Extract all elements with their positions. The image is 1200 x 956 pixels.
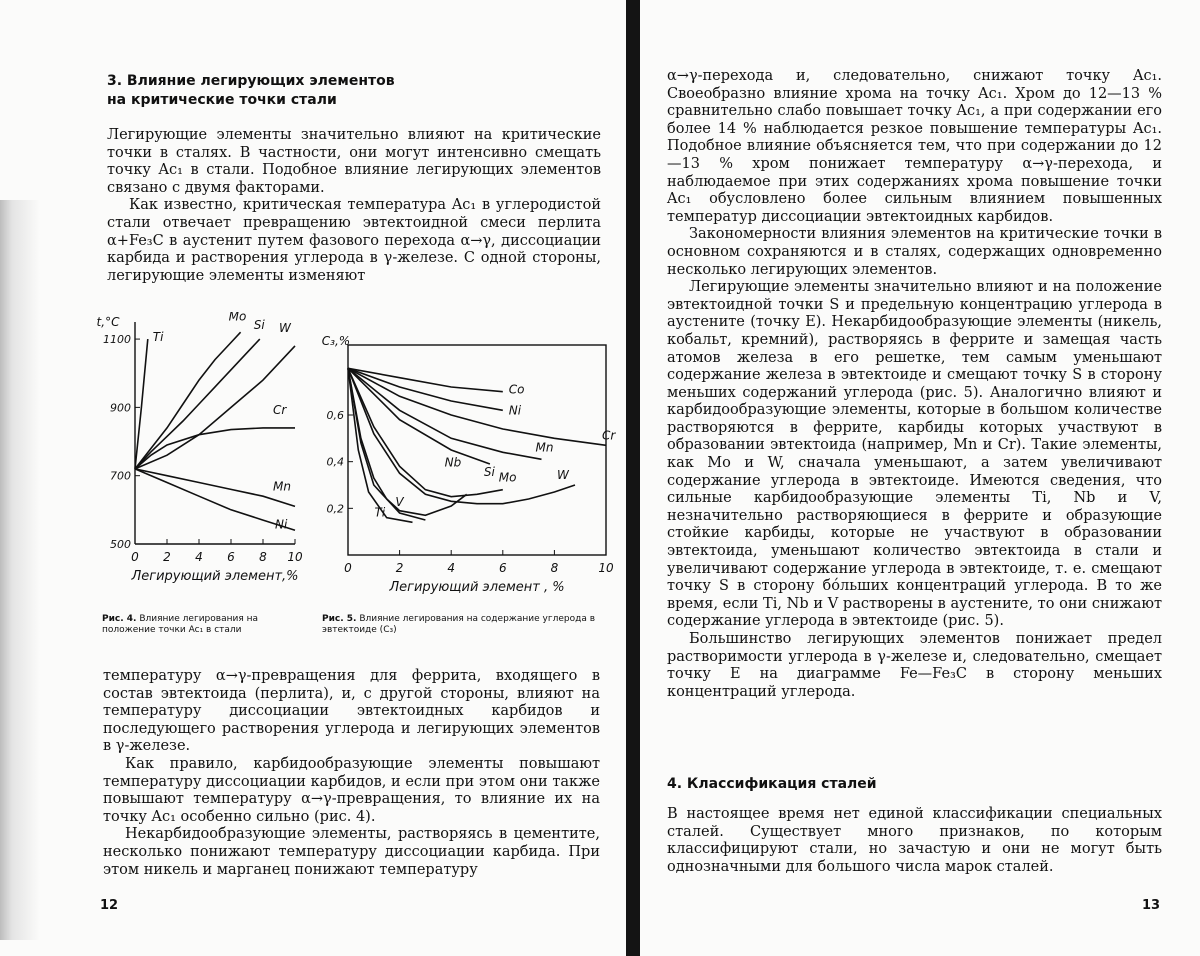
section-heading-4: 4. Классификация сталей	[667, 776, 877, 792]
series-label-ti: Ti	[152, 330, 164, 345]
right-page	[640, 0, 1200, 956]
paragraph: Легирующие элементы значительно влияют и на положение эвтектоидной точки S и предельную концентрацию углерода в аустените (точку E). Некарбидообразующие элементы (никель, кобальт, кремний), растворяясь в феррите и замещая часть атомов железа в его решетке, тем самым уменьшают содержание железа в эвтектоиде и смещают точку S в сторону меньших содержаний углерода (рис. 5). Аналогично влияют и карбидообразующие элементы, которые в большом количестве растворяются в феррите, карбиды которых участвуют в образовании эвтектоида (например, Mn и Cr). Такие элементы, как Mo и W, сначала уменьшают, а затем увеличивают содержание углерода в эвтектоиде. Имеются сведения, что сильные карбидообразующие элементы Ti, Nb и V, незначительно растворяющиеся в феррите и образующие стойкие карбиды, которые не участвуют в образовании эвтектоида, уменьшают количество эвтектоида в стали и увеличивают содержание углерода в эвтектоиде, т. е. смещают точку S в сторону бóльших концентраций углерода. В то же время, если Ti, Nb и V растворены в аустените, то они снижают содержание углерода в эвтектоиде (рис. 5).	[667, 279, 1162, 630]
series-line-nb	[348, 368, 467, 515]
x-axis-label: Легирующий элемент,%	[131, 569, 299, 584]
series-label-cr: Cr	[273, 402, 287, 417]
series-line-ti	[135, 339, 148, 469]
x-tick-label: 10	[287, 550, 303, 564]
series-label-w: W	[557, 468, 569, 482]
heading-line-2: на критические точки стали	[107, 92, 337, 108]
paragraph: α→γ-перехода и, следовательно, снижают точку Ac₁. Своеобразно влияние хрома на точку Ac₁. Хром до 12—13 % сравнительно слабо повышает точку Ac₁, а при содержании его более 14 % наблюдается резкое повышение температуры Ac₁. Подобное влияние объясняется тем, что при содержании до 12—13 % хром понижает температуру α→γ-перехода, и наблюдаемое при этих содержаниях хрома повышение точки Ac₁ обусловлено более сильным влиянием повышенных температур диссоциации эвтектоидных карбидов.	[667, 68, 1162, 225]
series-label-ni: Ni	[275, 517, 288, 532]
text-block-top	[107, 127, 601, 285]
y-axis-label: t,°C	[96, 315, 120, 329]
paragraph: Легирующие элементы значительно влияют на критические точки в сталях. В частности, они могут интенсивно смещать точку Ac₁ в стали. Подобное влияние легирующих элементов связано с двумя факторами.	[107, 127, 601, 196]
paragraph: Закономерности влияния элементов на критические точки в основном сохраняются и в сталях, содержащих одновременно несколько легирующих элементов.	[667, 226, 1162, 278]
series-line-mo	[135, 332, 241, 469]
paragraph: Как известно, критическая температура Ac₁ в углеродистой стали отвечает превращению эвтектоидной смеси перлита α+Fe₃C в аустенит путем фазового перехода α→γ, диссоциации карбида и растворения углерода в γ-железе. С одной стороны, легирующие элементы изменяют	[107, 197, 601, 284]
x-tick-label: 4	[195, 550, 203, 564]
text-block-right	[667, 68, 1162, 701]
series-label-cr: Cr	[602, 428, 616, 443]
book-gutter	[626, 0, 640, 956]
y-tick-label: 700	[110, 469, 131, 483]
series-label-ti: Ti	[374, 505, 386, 520]
series-label-mn: Mn	[273, 479, 291, 494]
y-tick-label: 0,2	[326, 502, 344, 516]
x-tick-label: 4	[447, 561, 456, 575]
caption-text: Влияние легирования на содержание углерода в эвтектоиде (C₃)	[322, 614, 596, 635]
figure-4-chart	[90, 312, 315, 602]
series-label-co: Co	[508, 382, 525, 397]
series-label-w: W	[279, 320, 291, 335]
y-tick-label: 900	[110, 401, 131, 415]
page-number: 12	[100, 898, 119, 913]
series-label-mn: Mn	[535, 440, 554, 455]
y-axis-label: C₃,%	[321, 334, 351, 348]
x-tick-label: 2	[163, 550, 171, 564]
series-label-nb: Nb	[444, 455, 462, 470]
series-label-si: Si	[483, 465, 495, 479]
caption-figure-4	[102, 614, 302, 635]
section-heading-3	[107, 72, 395, 110]
scan-shadow	[0, 200, 40, 940]
y-tick-label: 0,6	[326, 409, 344, 422]
x-tick-label: 6	[498, 561, 507, 575]
caption-figure-5	[322, 614, 606, 635]
series-line-mn	[135, 469, 295, 507]
series-label-v: V	[395, 495, 404, 509]
x-tick-label: 0	[131, 550, 139, 564]
y-tick-label: 0,4	[326, 455, 344, 469]
text-block-bottom	[103, 668, 600, 879]
x-tick-label: 2	[395, 561, 404, 575]
y-tick-label: 1100	[103, 333, 131, 347]
figure-5-chart	[318, 325, 618, 600]
x-axis-label: Легирующий элемент , %	[389, 580, 565, 595]
series-line-ni	[135, 469, 295, 530]
paragraph: Большинство легирующих элементов понижает предел растворимости углерода в γ-железе и, следовательно, смещает точку E на диаграмме Fe—Fe₃C в сторону меньших концентраций углерода.	[667, 631, 1162, 700]
x-tick-label: 10	[598, 561, 614, 575]
caption-label: Рис. 5.	[322, 614, 357, 624]
page-number: 13	[1142, 898, 1161, 913]
series-label-ni: Ni	[508, 403, 522, 418]
series-line-cr	[135, 428, 295, 469]
paragraph: В настоящее время нет единой классификации специальных сталей. Существует много признаков, по которым классифицируют стали, но зачастую и они не могут быть однозначными для большого числа марок сталей.	[667, 806, 1162, 875]
x-tick-label: 0	[344, 561, 352, 575]
x-tick-label: 8	[259, 550, 267, 564]
y-tick-label: 500	[110, 538, 131, 551]
series-label-si: Si	[253, 318, 265, 333]
series-label-mo: Mo	[228, 312, 247, 324]
x-tick-label: 8	[550, 561, 559, 575]
paragraph: Некарбидообразующие элементы, растворяясь в цементите, несколько понижают температуру диссоциации карбида. При этом никель и марганец понижают температуру	[103, 826, 600, 878]
text-block-classification	[667, 806, 1162, 876]
caption-label: Рис. 4.	[102, 614, 137, 624]
plot-frame	[348, 345, 606, 555]
caption-text: Влияние легирования на положение точки Ac₁ в стали	[102, 614, 258, 635]
paragraph: температуру α→γ-превращения для феррита, входящего в состав эвтектоида (перлита), и, с другой стороны, влияют на температуру диссоциации эвтектоидных карбидов и последующего растворения углерода и легирующих элементов в γ-железе.	[103, 668, 600, 755]
series-label-mo: Mo	[498, 470, 517, 485]
series-line-si	[135, 339, 260, 469]
x-tick-label: 6	[227, 550, 235, 564]
heading-line-1: 3. Влияние легирующих элементов	[107, 73, 395, 89]
paragraph: Как правило, карбидообразующие элементы повышают температуру диссоциации карбидов, и если при этом они также повышают температуру α→γ-превращения, то влияние их на точку Ac₁ особенно сильно (рис. 4).	[103, 755, 600, 825]
